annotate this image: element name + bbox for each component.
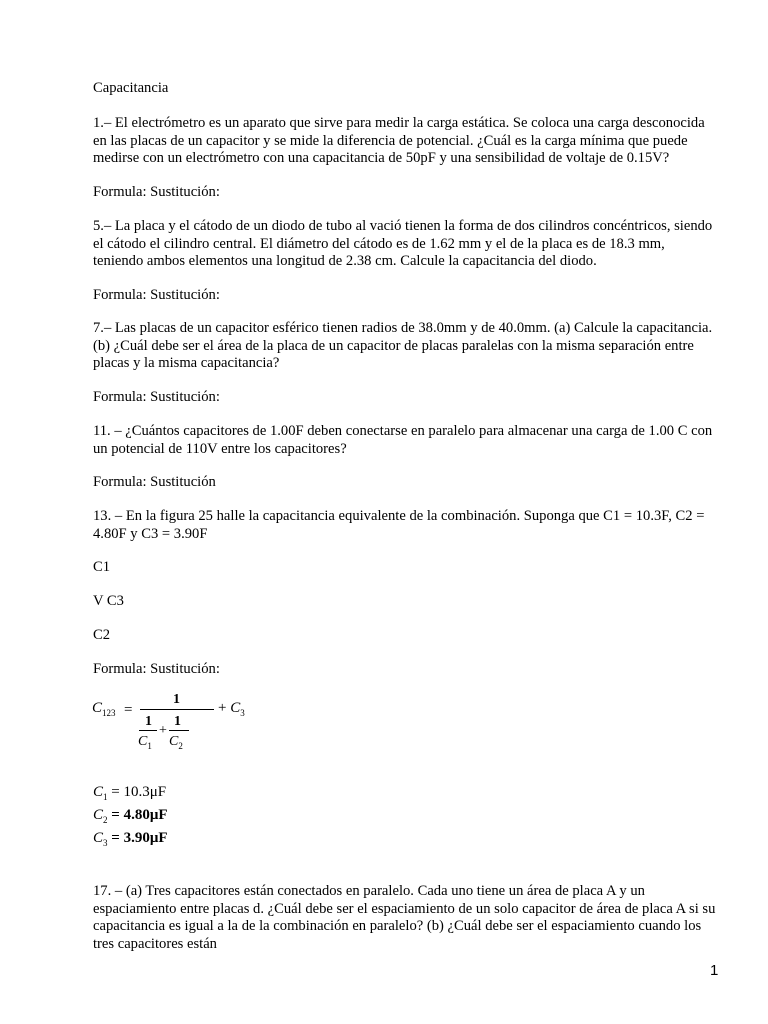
- figure-label-c1: C1: [93, 559, 111, 575]
- document-title: Capacitancia: [93, 80, 169, 96]
- question-5-formula-label: Formula: Sustitución:: [93, 287, 220, 303]
- value-c2: $C_2 = 4.80\mu F$: [93, 807, 168, 825]
- question-13: 13. – En la figura 25 halle la capacitancia equivalente de la combinación. Suponga que C1 = 10.3F, C2 = 4.80F y C3 = 3.90F: [93, 508, 705, 542]
- question-1: 1.– El electrómetro es un aparato que sirve para medir la carga estática. Se coloca una carga desconocida en las placas de un capacitor y se mide la diferencia de potencial. ¿Cuál es la carga mínima que puede medirse con un electrómetro con una capacitancia de 50pF y una sensibilidad de voltaje de 0.15V?: [93, 115, 705, 166]
- equation-fraction1-denominator: $C_1$: [138, 734, 152, 751]
- value-c1: $C_1 = 10.3\mu F$: [93, 784, 167, 802]
- question-13-formula-label: Formula: Sustitución:: [93, 661, 220, 677]
- question-11-formula-label: Formula: Sustitución: [93, 474, 216, 490]
- equation-fraction2-denominator: $C_2$: [169, 734, 183, 751]
- equation-plus-inner: +: [159, 723, 167, 738]
- question-5: 5.– La placa y el cátodo de un diodo de tubo al vació tienen la forma de dos cilindros concéntricos, siendo el cátodo el cilindro central. El diámetro del cátodo es de 1.62 mm y el de la placa es de 18.3 mm, teniendo ambos elementos una longitud de 2.38 cm. Calcule la capacitancia del diodo.: [93, 218, 713, 269]
- figure-label-c2: C2: [93, 627, 111, 643]
- equation-fraction1-bar: [139, 730, 157, 731]
- equation-numerator: 1: [173, 692, 180, 707]
- equivalent-capacitance-equation: [92, 690, 252, 760]
- page-number: 1: [710, 962, 719, 979]
- equation-lhs: $C_{123}$: [92, 700, 116, 718]
- question-1-formula-label: Formula: Sustitución:: [93, 184, 220, 200]
- question-7-formula-label: Formula: Sustitución:: [93, 389, 220, 405]
- question-11: 11. – ¿Cuántos capacitores de 1.00F deben conectarse en paralelo para almacenar una carga de 1.00 C con un potencial de 110V entre los capacitores?: [93, 423, 713, 457]
- equation-equals: =: [124, 702, 133, 718]
- equation-fraction2-numerator: 1: [174, 714, 181, 729]
- equation-plus-c3: + $C_3$: [218, 700, 245, 718]
- question-17: 17. – (a) Tres capacitores están conectados en paralelo. Cada uno tiene un área de placa A y un espaciamiento entre placas d. ¿Cuál debe ser el espaciamiento de un solo capacitor de área de placa A si su capacitancia es igual a la de la combinación en paralelo? (b) ¿Cuál debe ser el espaciamiento cuando los tres capacitores están: [93, 883, 716, 952]
- equation-fraction1-numerator: 1: [145, 714, 152, 729]
- question-7: 7.– Las placas de un capacitor esférico tienen radios de 38.0mm y de 40.0mm. (a) Calcule la capacitancia. (b) ¿Cuál debe ser el área de la placa de un capacitor de placas paralelas con la misma separación entre placas y la misma capacitancia?: [93, 320, 713, 371]
- figure-label-v-c3: V C3: [93, 593, 124, 609]
- equation-fraction2-bar: [169, 730, 189, 731]
- equation-main-fraction-bar: [140, 709, 214, 710]
- value-c3: $C_3 = 3.90\mu F$: [93, 830, 168, 848]
